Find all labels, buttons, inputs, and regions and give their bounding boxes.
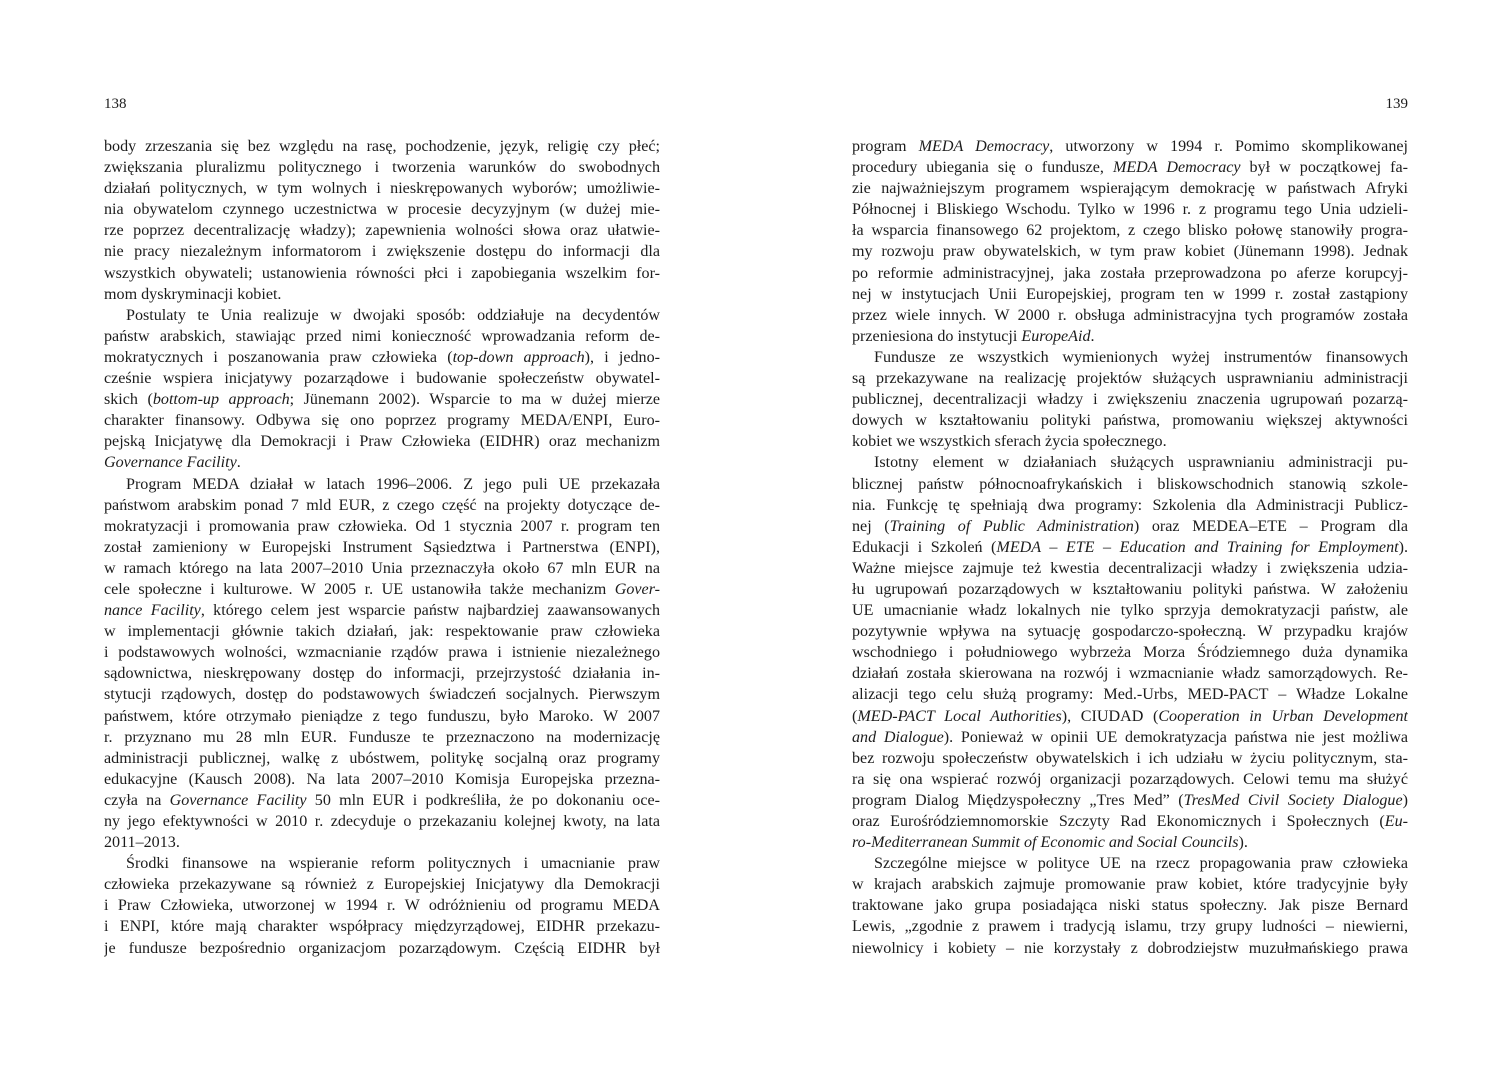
text-run: nej w instytucjach Unii Europejskiej, program ten w 1999 r. został zastąpiony [852, 285, 1408, 303]
text-run: , utworzony w 1994 r. Pomimo skomplikowanej [1049, 138, 1408, 155]
text-run: program [852, 138, 919, 155]
text-run: ny jego efektywności w 2010 r. zdecyduje o przekazaniu kolejnej kwoty, na lata [104, 813, 660, 830]
text-line [104, 558, 660, 579]
text-line [104, 621, 660, 642]
text-run: został zamieniony w Europejski Instrument Sąsiedztwa i Partnerstwa (ENPI), [104, 538, 660, 556]
text-line [104, 727, 660, 748]
text-run: ). [1238, 834, 1248, 852]
text-line [852, 938, 1408, 959]
text-line [852, 558, 1408, 579]
text-run: Program MEDA działał w latach 1996–2006. Z jego puli UE przekazała [126, 475, 660, 493]
text-run: nia. Funkcję tę spełniają dwa programy: Szkolenia dla Administracji Publicz- [852, 496, 1408, 514]
text-run: ) [1402, 791, 1408, 809]
text-line [104, 938, 660, 959]
text-line [104, 136, 660, 157]
text-run: czyła na [104, 791, 170, 809]
text-run: są przekazywane na realizację projektów służących usprawnianiu administracji [852, 370, 1408, 388]
text-line [852, 663, 1408, 684]
text-line [852, 727, 1408, 748]
text-line [104, 389, 660, 410]
text-run: i Praw Człowieka, utworzonej w 1994 r. W odróżnieniu od programu MEDA [104, 897, 660, 915]
text-run: UE umacnianie władz lokalnych nie tylko sprzyja demokratyzacji państw, ale [852, 602, 1408, 620]
text-run: 50 mln EUR i podkreśliła, że po dokonaniu oce- [306, 791, 660, 809]
text-run: łu ugrupowań pozarządowych w kształtowaniu polityki państwa. W założeniu [852, 580, 1408, 598]
text-run: Północnej i Bliskiego Wschodu. Tylko w 1996 r. z programu tego Unia udzieli- [852, 201, 1408, 219]
text-run: je fundusze bezpośrednio organizacjom pozarządowym. Częścią EIDHR był [104, 939, 660, 957]
italic-run: TresMed Civil Society Dialogue [1183, 791, 1403, 809]
page-number: 138 [104, 96, 127, 112]
text-run: procedury ubiegania się o fundusze, [852, 159, 1113, 177]
text-run: ), CIUDAD ( [1061, 707, 1159, 725]
text-line [104, 305, 660, 326]
text-line [104, 537, 660, 558]
text-line [104, 832, 660, 853]
text-run: stytucji rządowych, dostęp do podstawowych świadczeń socjalnych. Pierwszym [104, 686, 660, 704]
text-line [104, 706, 660, 727]
text-run: mokratyzacji i promowania praw człowieka. Od 1 stycznia 2007 r. program ten [104, 517, 660, 535]
text-run: ra się ona wspierać rozwój organizacji pozarządowych. Celowi temu ma służyć [852, 770, 1408, 788]
text-line [104, 347, 660, 368]
text-run: dowych w kształtowaniu polityki państwa, promowaniu większej aktywności [852, 412, 1408, 430]
italic-run: MEDA Democracy [918, 138, 1050, 155]
text-line [104, 516, 660, 537]
text-run: ; Jünemann 2002). Wsparcie to ma w dużej mierze [289, 391, 660, 409]
text-run: państwom arabskim ponad 7 mld EUR, z czego część na projekty dotyczące de- [104, 496, 660, 514]
text-run: ) oraz MEDEA–ETE – Program dla [1133, 517, 1408, 535]
text-run: ). Ponieważ w opinii UE demokratyzacja państwa nie jest możliwa [943, 728, 1408, 746]
text-line [104, 769, 660, 790]
text-run: działań została skierowana na rozwój i wzmacnianie władz samorządowych. Re- [852, 665, 1408, 683]
text-line [104, 642, 660, 663]
text-line [104, 811, 660, 832]
italic-run: nance Facility [104, 602, 201, 620]
body-text [852, 136, 1408, 959]
text-run: traktowane jako grupa posiadająca niski status społeczny. Jak pisze Bernard [852, 897, 1408, 915]
text-line [852, 368, 1408, 389]
text-run: nej ( [852, 517, 890, 535]
text-run: ), i jedno- [584, 348, 660, 366]
text-line [104, 178, 660, 199]
text-line [852, 199, 1408, 220]
text-line [104, 474, 660, 495]
left-page [104, 0, 660, 1086]
text-run: Edukacji i Szkoleń ( [852, 538, 997, 556]
text-line [104, 853, 660, 874]
text-line [852, 347, 1408, 368]
text-run: przez wiele innych. W 2000 r. obsługa administracyjna tych programów została [852, 306, 1408, 324]
text-run: cześnie wspiera inicjatywy pozarządowe i budowanie społeczeństw obywatel- [104, 370, 660, 388]
text-run: człowieka przekazywane są również z Europejskiej Inicjatywy dla Demokracji [104, 876, 660, 894]
text-run: , którego celem jest wsparcie państw najbardziej zaawansowanych [200, 602, 660, 620]
text-run: pozytywnie wpływa na sytuację gospodarczo-społeczną. W przypadku krajów [852, 623, 1408, 641]
text-run: nia obywatelom czynnego uczestnictwa w procesie decyzyjnym (w dużej mie- [104, 201, 660, 219]
text-line [852, 600, 1408, 621]
text-run: oraz Eurośródziemnomorskie Szczyty Rad Ekonomicznych i Społecznych ( [852, 813, 1385, 830]
text-line [852, 157, 1408, 178]
italic-run: bottom-up approach [152, 391, 290, 409]
text-run: i ENPI, które mają charakter współpracy międzyrządowej, EIDHR przekazu- [104, 918, 660, 936]
text-line [104, 157, 660, 178]
text-line [104, 241, 660, 262]
text-line [852, 642, 1408, 663]
text-run: edukacyjne (Kausch 2008). Na lata 2007–2010 Komisja Europejska przezna- [104, 770, 660, 788]
text-run: państwem, które otrzymało pieniądze z tego funduszu, było Maroko. W 2007 [104, 707, 660, 725]
italic-run: top-down approach [452, 348, 585, 366]
italic-run: MED-PACT Local Authorities [857, 707, 1062, 725]
text-line [104, 368, 660, 389]
text-run: rze poprzez decentralizację władzy); zapewnienia wolności słowa oraz ułatwie- [104, 222, 660, 240]
text-run: my rozwoju praw obywatelskich, w tym praw kobiet (Jünemann 1998). Jednak [852, 243, 1408, 261]
text-line [852, 178, 1408, 199]
text-run: ła wsparcia finansowego 62 projektom, z czego blisko połowę stanowiły progra- [852, 222, 1408, 240]
text-run: zwiększania pluralizmu politycznego i tworzenia warunków do swobodnych [104, 159, 660, 177]
text-line [852, 916, 1408, 937]
text-line [104, 410, 660, 431]
text-line [852, 241, 1408, 262]
text-run: nie pracy niezależnym informatorom i zwiększenie dostępu do informacji dla [104, 243, 660, 261]
text-run: bez rozwoju społeczeństw obywatelskich i ich udziału w życiu politycznym, sta- [852, 749, 1408, 767]
text-line [852, 790, 1408, 811]
text-line [852, 537, 1408, 558]
italic-run: Training of Public Administration [889, 517, 1134, 535]
text-run: Środki finansowe na wspieranie reform politycznych i umacnianie praw [126, 855, 660, 873]
text-run: Szczególne miejsce w polityce UE na rzecz propagowania praw człowieka [874, 855, 1408, 873]
text-run: był w początkowej fa- [1240, 159, 1408, 177]
text-run: r. przyznano mu 28 mln EUR. Fundusze te przeznaczono na modernizację [104, 728, 660, 746]
text-run: pejską Inicjatywę dla Demokracji i Praw Człowieka (EIDHR) oraz mechanizm [104, 433, 660, 451]
text-run: w krajach arabskich zajmuje promowanie praw kobiet, które tradycyjnie były [852, 876, 1408, 894]
text-line [104, 579, 660, 600]
text-run: . [1090, 327, 1095, 345]
text-line [852, 263, 1408, 284]
text-line [852, 220, 1408, 241]
text-run: wschodniego i południowego wybrzeża Morza Śródziemnego duża dynamika [852, 644, 1408, 662]
text-line [852, 136, 1408, 157]
text-run: i podstawowych wolności, wzmacnianie rządów prawa i istnienie niezależnego [104, 644, 660, 662]
italic-run: MEDA Democracy [1112, 159, 1241, 177]
text-line [104, 263, 660, 284]
text-line [852, 474, 1408, 495]
italic-run: EuropeAid [1021, 327, 1091, 345]
right-page [852, 0, 1408, 1086]
text-line [852, 853, 1408, 874]
text-line [852, 895, 1408, 916]
italic-run: Governance Facility [104, 454, 237, 472]
text-run: publicznej, decentralizacji władzy i zwiększeniu znaczenia ugrupowań pozarzą- [852, 391, 1408, 409]
text-line [104, 495, 660, 516]
text-line [852, 621, 1408, 642]
text-line [104, 916, 660, 937]
text-line [852, 305, 1408, 326]
text-run: po reformie administracyjnej, jaka została przeprowadzona po aferze korupcyj- [852, 264, 1408, 282]
text-run: administracji publicznej, walkę z ubóstwem, politykę socjalną oraz programy [104, 749, 660, 767]
text-run: w implementacji głównie takich działań, jak: respektowanie praw człowieka [104, 623, 660, 641]
text-run: Ważne miejsce zajmuje też kwestia decentralizacji władzy i zwiększenia udzia- [852, 559, 1408, 577]
text-run: niewolnicy i kobiety – nie korzystały z dobrodziejstw muzułmańskiego prawa [852, 939, 1408, 957]
text-line [852, 284, 1408, 305]
text-run: mom dyskryminacji kobiet. [104, 285, 282, 303]
page-number: 139 [1385, 96, 1408, 112]
text-run: kobiet we wszystkich sferach życia społecznego. [852, 433, 1167, 451]
italic-run: Governance Facility [169, 791, 307, 809]
italic-run: ro-Mediterranean Summit of Economic and Social Councils [852, 834, 1239, 852]
text-run: Lewis, „zgodnie z prawem i tradycją islamu, trzy grupy ludności – niewierni, [852, 918, 1408, 936]
text-line [104, 220, 660, 241]
text-line [852, 326, 1408, 347]
italic-run: Gover- [614, 580, 660, 598]
italic-run: Eu- [1384, 813, 1408, 830]
text-line [104, 874, 660, 895]
text-line [104, 663, 660, 684]
text-run: alizacji tego celu służą programy: Med.-Urbs, MED-PACT – Władze Lokalne [852, 686, 1408, 704]
text-line [104, 684, 660, 705]
text-run: ( [852, 707, 858, 725]
text-line [104, 790, 660, 811]
text-run: . [236, 454, 241, 472]
italic-run: Cooperation in Urban Development [1158, 707, 1408, 725]
text-run: skich ( [104, 391, 153, 409]
text-run: Istotny element w działaniach służących usprawnianiu administracji pu- [874, 454, 1408, 472]
text-run: mokratycznych i poszanowania praw człowieka ( [104, 348, 453, 366]
text-line [104, 326, 660, 347]
text-run: zie najważniejszym programem wspierającym demokrację w państwach Afryki [852, 180, 1408, 198]
text-line [852, 495, 1408, 516]
text-run: charakter finansowy. Odbywa się ono poprzez programy MEDA/ENPI, Euro- [104, 412, 660, 430]
text-run: sądownictwa, nieskrępowany dostęp do informacji, przejrzystość działania in- [104, 665, 660, 683]
text-line [104, 199, 660, 220]
text-run: przeniesiona do instytucji [852, 327, 1022, 345]
text-run: działań politycznych, w tym wolnych i nieskrępowanych wyborów; umożliwie- [104, 180, 660, 198]
text-run: blicznej państw północnoafrykańskich i bliskowschodnich stanowią szkole- [852, 475, 1408, 493]
text-line [104, 431, 660, 452]
text-line [852, 706, 1408, 727]
text-line [852, 579, 1408, 600]
body-text [104, 136, 660, 959]
text-line [852, 874, 1408, 895]
text-line [104, 284, 660, 305]
text-line [852, 748, 1408, 769]
text-line [852, 769, 1408, 790]
italic-run: and Dialogue [852, 728, 944, 746]
text-run: ). [1398, 538, 1408, 556]
text-run: cele społeczne i kulturowe. W 2005 r. UE ustanowiła także mechanizm [104, 580, 615, 598]
text-line [852, 452, 1408, 473]
text-run: 2011–2013. [104, 834, 180, 852]
italic-run: MEDA – ETE – Education and Training for Employment [996, 538, 1399, 556]
text-run: wszystkich obywateli; ustanowienia równości płci i zapobiegania wszelkim for- [104, 264, 660, 282]
text-line [852, 832, 1408, 853]
text-run: w ramach którego na lata 2007–2010 Unia przeznaczyła około 67 mln EUR na [104, 559, 660, 577]
text-line [104, 452, 660, 473]
text-line [852, 516, 1408, 537]
text-run: Fundusze ze wszystkich wymienionych wyżej instrumentów finansowych [874, 348, 1408, 366]
text-run: państw arabskich, stawiając przed nimi konieczność wprowadzania reform de- [104, 327, 660, 345]
text-run: body zrzeszania się bez względu na rasę, pochodzenie, język, religię czy płeć; [104, 138, 660, 155]
text-line [852, 684, 1408, 705]
text-run: program Dialog Międzyspołeczny „Tres Med” ( [852, 791, 1184, 809]
text-line [104, 748, 660, 769]
text-line [852, 811, 1408, 832]
text-line [852, 410, 1408, 431]
text-line [852, 389, 1408, 410]
text-line [852, 431, 1408, 452]
text-line [104, 895, 660, 916]
text-run: Postulaty te Unia realizuje w dwojaki sposób: oddziałuje na decydentów [126, 306, 660, 324]
text-line [104, 600, 660, 621]
